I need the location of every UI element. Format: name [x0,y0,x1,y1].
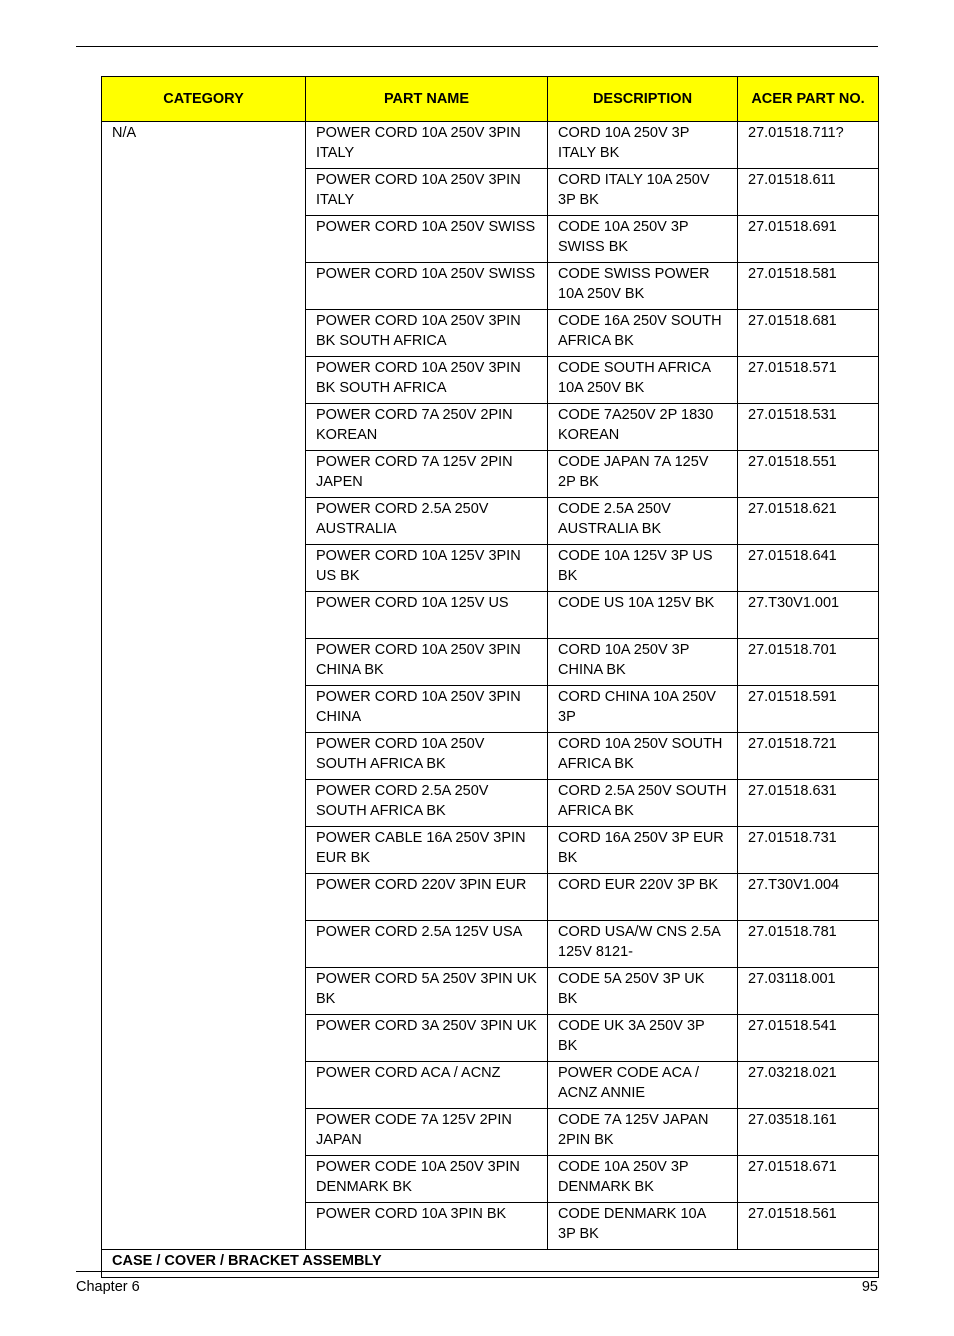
description-cell: CODE DENMARK 10A 3P BK [548,1203,738,1250]
description-cell: CODE US 10A 125V BK [548,592,738,639]
part-no-cell: 27.01518.641 [738,545,879,592]
description-cell: CODE SOUTH AFRICA 10A 250V BK [548,357,738,404]
description-cell: CORD 16A 250V 3P EUR BK [548,827,738,874]
header-part-name: PART NAME [306,77,548,122]
table-row [102,122,879,169]
part-name-cell: POWER CORD 10A 250V SWISS [306,216,548,263]
description-cell: CORD EUR 220V 3P BK [548,874,738,921]
part-no-cell: 27.01518.731 [738,827,879,874]
description-cell: CODE JAPAN 7A 125V 2P BK [548,451,738,498]
part-name-cell: POWER CORD 10A 250V 3PIN CHINA [306,686,548,733]
part-name-cell: POWER CORD 3A 250V 3PIN UK [306,1015,548,1062]
description-cell: POWER CODE ACA / ACNZ ANNIE [548,1062,738,1109]
part-name-cell: POWER CORD 2.5A 250V AUSTRALIA [306,498,548,545]
section-row [102,1250,879,1278]
part-name-cell: POWER CORD 10A 250V 3PIN BK SOUTH AFRICA [306,310,548,357]
part-no-cell: 27.T30V1.001 [738,592,879,639]
description-cell: CORD 10A 250V 3P CHINA BK [548,639,738,686]
description-cell: CODE 5A 250V 3P UK BK [548,968,738,1015]
part-no-cell: 27.01518.631 [738,780,879,827]
description-cell: CORD CHINA 10A 250V 3P [548,686,738,733]
part-name-cell: POWER CORD 5A 250V 3PIN UK BK [306,968,548,1015]
part-name-cell: POWER CORD 7A 250V 2PIN KOREAN [306,404,548,451]
part-no-cell: 27.T30V1.004 [738,874,879,921]
part-no-cell: 27.01518.541 [738,1015,879,1062]
description-cell: CORD 10A 250V SOUTH AFRICA BK [548,733,738,780]
part-no-cell: 27.01518.711? [738,122,879,169]
description-cell: CODE 10A 250V 3P SWISS BK [548,216,738,263]
description-cell: CODE 7A 125V JAPAN 2PIN BK [548,1109,738,1156]
part-name-cell: POWER CODE 7A 125V 2PIN JAPAN [306,1109,548,1156]
part-name-cell: POWER CORD 10A 125V US [306,592,548,639]
description-cell: CODE SWISS POWER 10A 250V BK [548,263,738,310]
part-no-cell: 27.01518.701 [738,639,879,686]
footer-chapter: Chapter 6 [76,1279,140,1295]
table-header-row [102,77,879,122]
description-cell: CODE 10A 125V 3P US BK [548,545,738,592]
part-no-cell: 27.01518.611 [738,169,879,216]
description-cell: CORD 10A 250V 3P ITALY BK [548,122,738,169]
description-cell: CORD USA/W CNS 2.5A 125V 8121- [548,921,738,968]
part-name-cell: POWER CORD 10A 250V SWISS [306,263,548,310]
part-no-cell: 27.01518.781 [738,921,879,968]
part-no-cell: 27.01518.561 [738,1203,879,1250]
parts-table [101,76,879,1278]
part-no-cell: 27.01518.581 [738,263,879,310]
description-cell: CODE 7A250V 2P 1830 KOREAN [548,404,738,451]
footer-page-number: 95 [861,1279,878,1295]
description-cell: CORD 2.5A 250V SOUTH AFRICA BK [548,780,738,827]
part-no-cell: 27.01518.551 [738,451,879,498]
part-name-cell: POWER CORD 7A 125V 2PIN JAPEN [306,451,548,498]
part-name-cell: POWER CORD 220V 3PIN EUR [306,874,548,921]
description-cell: CORD ITALY 10A 250V 3P BK [548,169,738,216]
part-no-cell: 27.01518.571 [738,357,879,404]
part-name-cell: POWER CABLE 16A 250V 3PIN EUR BK [306,827,548,874]
part-name-cell: POWER CORD 2.5A 125V USA [306,921,548,968]
part-name-cell: POWER CORD 10A 125V 3PIN US BK [306,545,548,592]
part-name-cell: POWER CORD 2.5A 250V SOUTH AFRICA BK [306,780,548,827]
part-no-cell: 27.01518.681 [738,310,879,357]
part-no-cell: 27.01518.531 [738,404,879,451]
header-category: CATEGORY [102,77,306,122]
part-name-cell: POWER CORD 10A 250V SOUTH AFRICA BK [306,733,548,780]
description-cell: CODE 10A 250V 3P DENMARK BK [548,1156,738,1203]
description-cell: CODE 16A 250V SOUTH AFRICA BK [548,310,738,357]
part-no-cell: 27.01518.691 [738,216,879,263]
footer-rule [76,1271,878,1272]
part-no-cell: 27.01518.621 [738,498,879,545]
section-title: CASE / COVER / BRACKET ASSEMBLY [102,1250,879,1278]
part-no-cell: 27.01518.721 [738,733,879,780]
part-no-cell: 27.03518.161 [738,1109,879,1156]
category-cell: N/A [102,122,306,1250]
part-no-cell: 27.03218.021 [738,1062,879,1109]
header-description: DESCRIPTION [548,77,738,122]
description-cell: CODE 2.5A 250V AUSTRALIA BK [548,498,738,545]
part-name-cell: POWER CORD 10A 250V 3PIN CHINA BK [306,639,548,686]
part-name-cell: POWER CORD 10A 3PIN BK [306,1203,548,1250]
part-name-cell: POWER CORD 10A 250V 3PIN ITALY [306,122,548,169]
header-acer-part-no: ACER PART NO. [738,77,879,122]
description-cell: CODE UK 3A 250V 3P BK [548,1015,738,1062]
part-no-cell: 27.01518.591 [738,686,879,733]
header-rule [76,46,878,47]
part-name-cell: POWER CORD 10A 250V 3PIN BK SOUTH AFRICA [306,357,548,404]
part-name-cell: POWER CORD 10A 250V 3PIN ITALY [306,169,548,216]
part-no-cell: 27.03118.001 [738,968,879,1015]
part-name-cell: POWER CORD ACA / ACNZ [306,1062,548,1109]
part-no-cell: 27.01518.671 [738,1156,879,1203]
part-name-cell: POWER CODE 10A 250V 3PIN DENMARK BK [306,1156,548,1203]
